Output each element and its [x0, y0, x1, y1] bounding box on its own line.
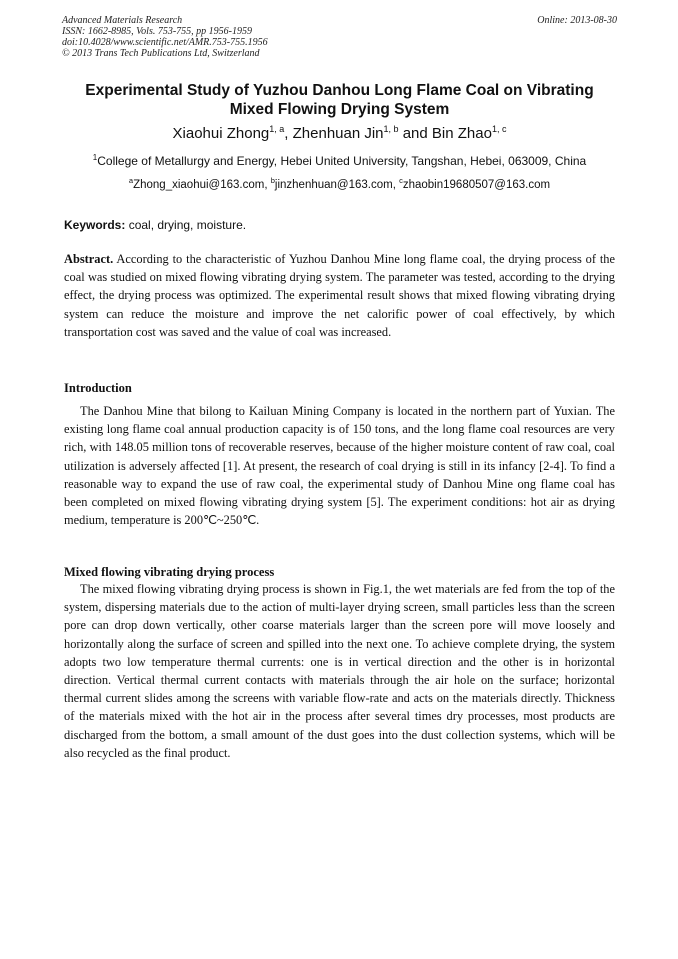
author-name: Zhenhuan Jin	[292, 125, 384, 142]
author-name: Bin Zhao	[431, 125, 492, 142]
author-emails	[62, 177, 617, 193]
abstract-text: According to the characteristic of Yuzhou Danhou Mine long flame coal, the drying process of the coal was studied on mixed flowing vibrating drying system. The parameter was tested, according to the drying effect, the drying process was optimized. The experimental result shows that mixed flowing vibrating drying system can reduce the moisture and improve the net calorific power of coal effectively, by which transportation cost was saved and the value of coal was increased.	[64, 252, 615, 339]
section-heading-introduction: Introduction	[64, 381, 132, 395]
email-separator: ,	[264, 179, 271, 191]
journal-issn: ISSN: 1662-8985, Vols. 753-755, pp 1956-1959	[62, 26, 252, 37]
author-name: Xiaohui Zhong	[172, 125, 270, 142]
title-line-1: Experimental Study of Yuzhou Danhou Long Flame Coal on Vibrating	[85, 82, 594, 99]
journal-copyright: © 2013 Trans Tech Publications Ltd, Switzerland	[62, 48, 260, 59]
abstract	[64, 250, 615, 341]
introduction-paragraph: The Danhou Mine that bilong to Kailuan Mining Company is located in the northern part of Yuxian. The existing long flame coal annual production capacity is of 150 tons, and the long flame coal resources are very rich, with 148.05 million tons of recoverable reserves, because of the higher moisture content of raw coal, coal utilization is adversely affected [1]. At present, the research of coal drying is still in its infancy [2-4]. To find a reasonable way to expand the use of raw coal, the experimental study of Danhou Mine ong flame coal has been completed on mixed flowing vibrating drying system [5]. The experiment conditions: hot air as drying medium, temperature is 200℃~250℃.	[64, 404, 615, 528]
section-heading-process: Mixed flowing vibrating drying process	[64, 565, 275, 579]
email-link[interactable]: zhaobin19680507@163.com	[402, 179, 551, 191]
author-list	[62, 124, 617, 144]
email-separator: ,	[392, 179, 400, 191]
process-paragraph: The mixed flowing vibrating drying process is shown in Fig.1, the wet materials are fed from the top of the system, dispersing materials due to the action of multi-layer drying screen, small particles less than the screen pore can drop down vertically, other coarse materials larger than the screen pore will move loosely and horizontally along the surface of screen and spilled into the next one. To achieve complete drying, the system adopts two low temperature thermal currents: one is in vertical direction and the other is in horizontal direction. Vertical thermal current contacts with materials through the air hole on the surface; horizontal thermal current slides among the screens with variable flow-rate and acts on the materials directly. Thickness of the materials mixed with the hot air in the process after several times dry processes, most products are discharged from the bottom, a small amount of the dust goes into the dust collection systems, which will be also recycled as the final product.	[64, 582, 615, 760]
title-line-2: Mixed Flowing Drying System	[229, 101, 450, 118]
keywords-text: coal, drying, moisture.	[125, 218, 247, 232]
keywords	[64, 217, 617, 233]
email-mark: a	[128, 176, 134, 185]
author-separator: ,	[284, 125, 293, 142]
email-link[interactable]: Zhong_xiaohui@163.com	[133, 179, 265, 191]
journal-header	[62, 15, 617, 59]
author-separator: and	[398, 125, 432, 142]
email-link[interactable]: jinzhenhuan@163.com	[274, 179, 393, 191]
keywords-label: Keywords:	[64, 218, 126, 232]
affiliation-text: College of Metallurgy and Energy, Hebei United University, Tangshan, Hebei, 063009, China	[97, 154, 587, 168]
email-mark: b	[270, 176, 275, 185]
abstract-label: Abstract.	[64, 252, 114, 266]
journal-name: Advanced Materials Research	[62, 15, 183, 26]
author-affil-mark: 1, b	[383, 124, 399, 134]
affiliation-mark: 1	[92, 153, 98, 162]
paper-title	[62, 81, 617, 119]
email-mark: c	[399, 176, 403, 185]
journal-doi[interactable]: doi:10.4028/www.scientific.net/AMR.753-755.1956	[62, 37, 268, 48]
author-affil-mark: 1, c	[491, 124, 507, 134]
author-affil-mark: 1, a	[269, 124, 285, 134]
journal-info	[62, 15, 617, 59]
affiliation	[62, 153, 617, 169]
online-date: Online: 2013-08-30	[537, 15, 617, 26]
